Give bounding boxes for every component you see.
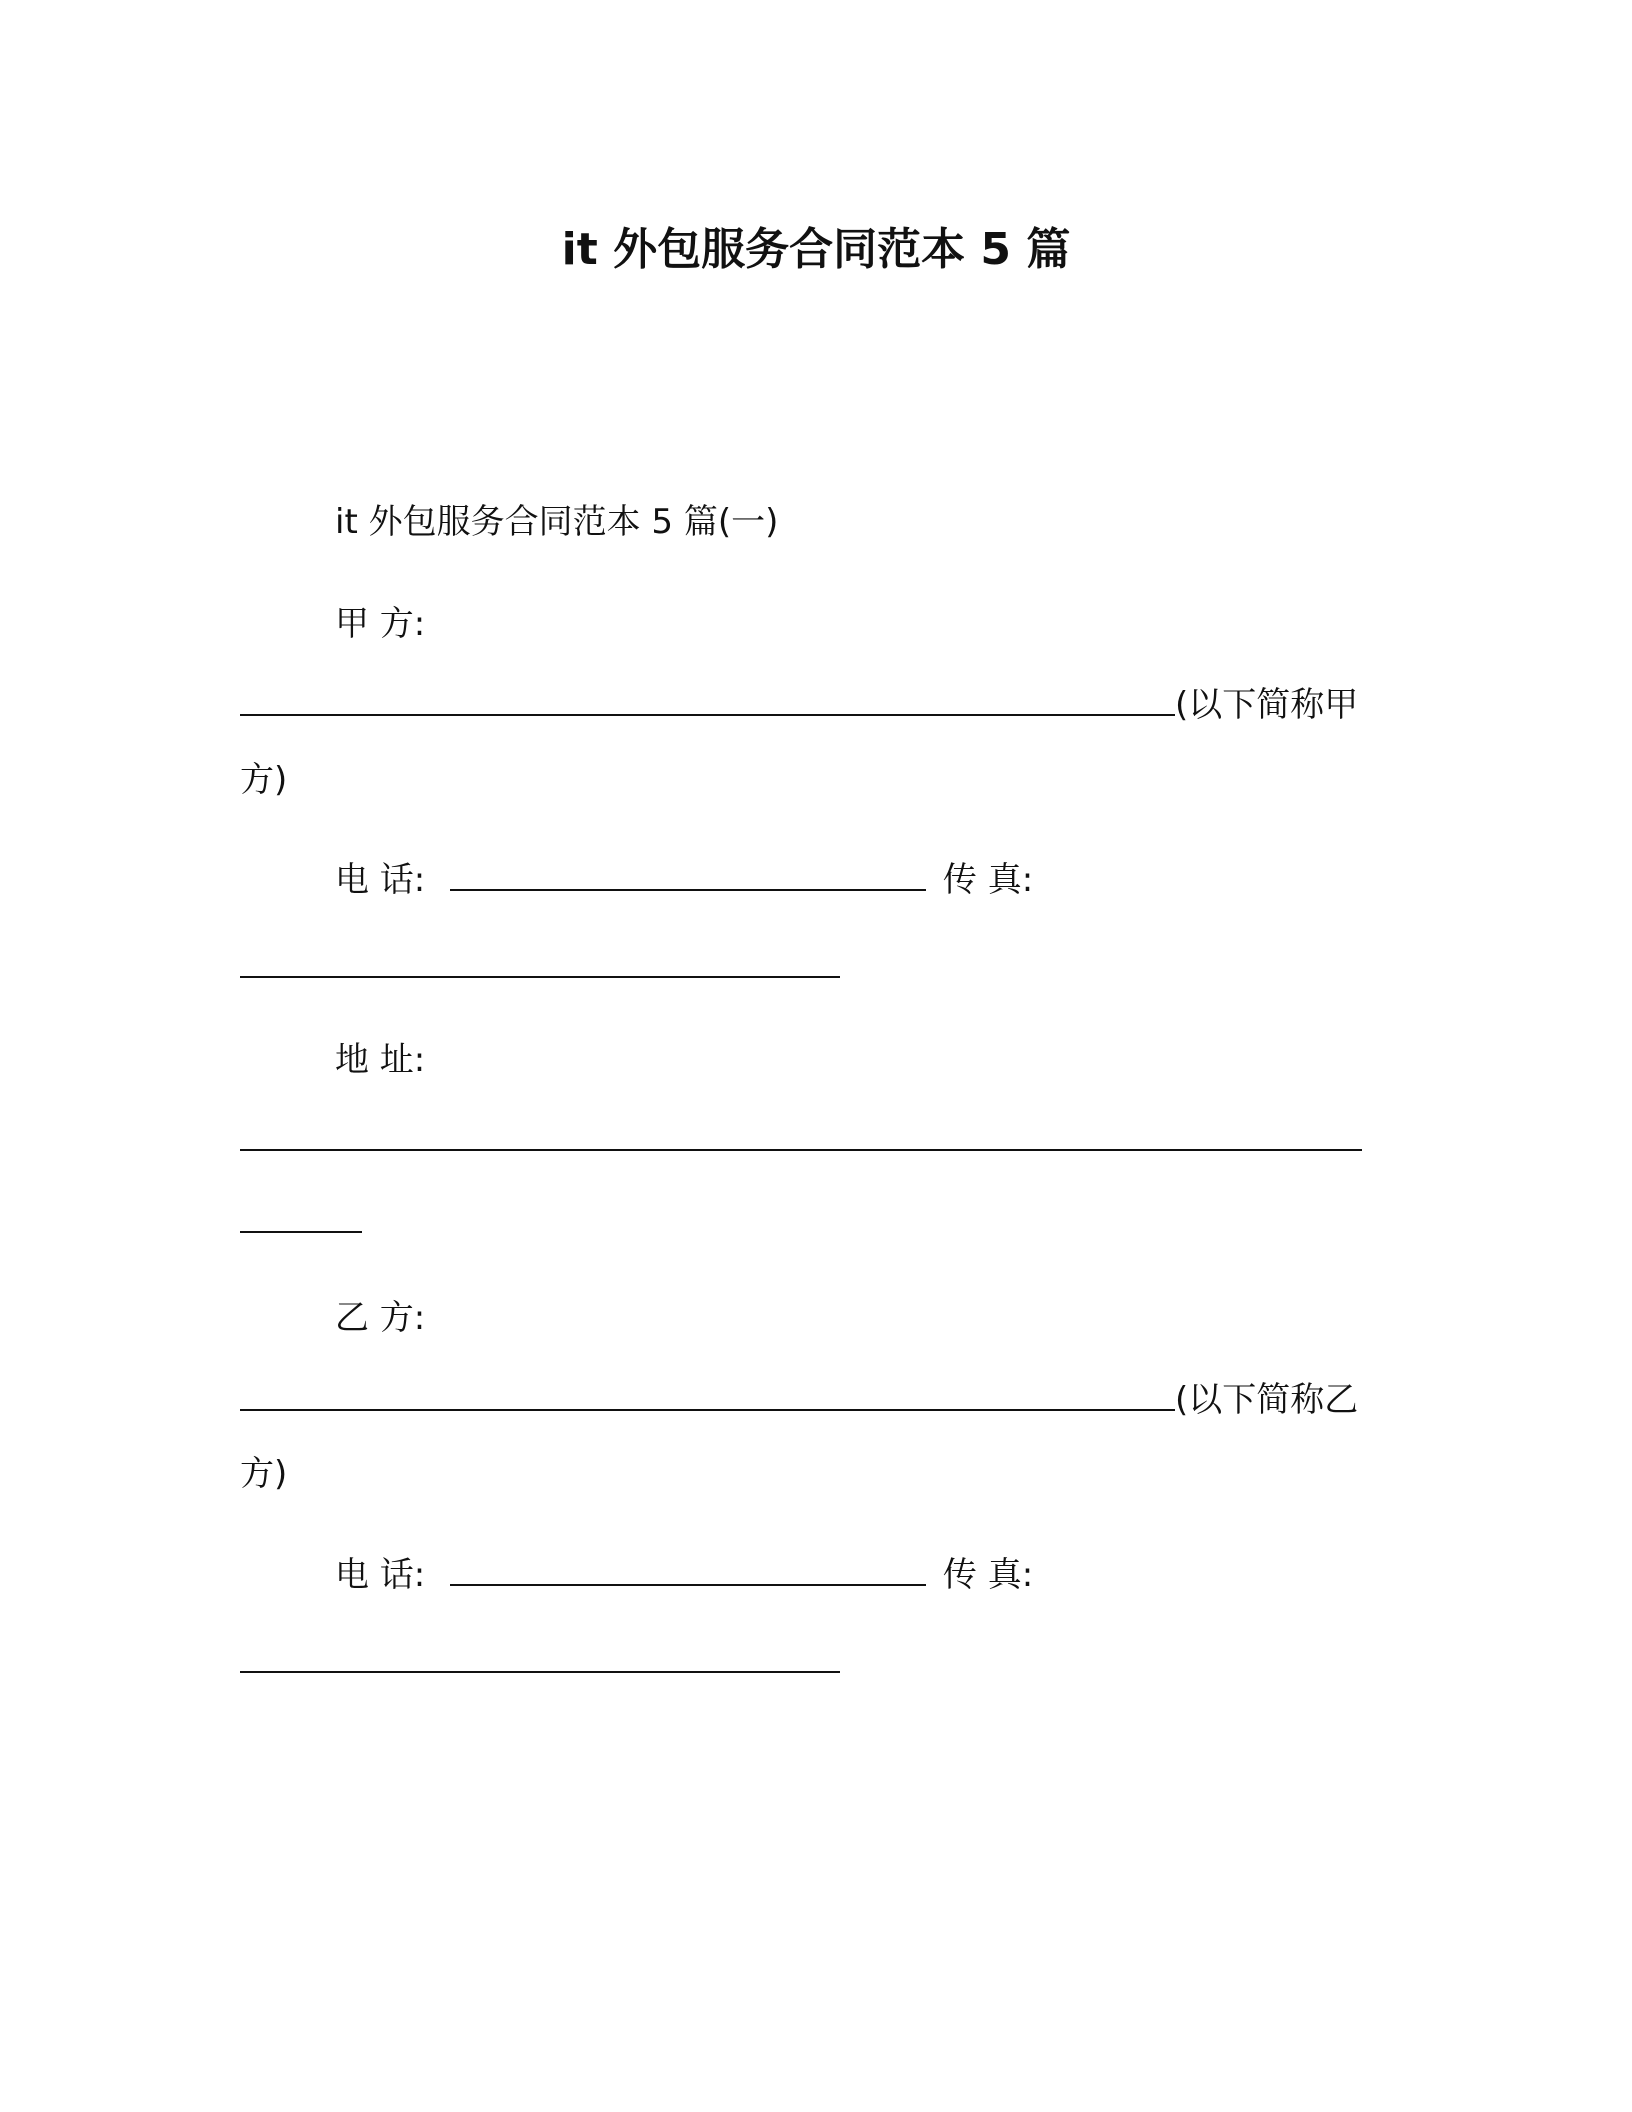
- address-row-1: [240, 1118, 1362, 1162]
- party-a-abbrev-text: (以下简称甲: [1175, 685, 1359, 725]
- address-blank-1[interactable]: [240, 1119, 1362, 1151]
- party-b-fax-label: 传 真:: [942, 1555, 1034, 1595]
- section-heading: it 外包服务合同范本 5 篇(一): [335, 502, 779, 542]
- party-b-label: 乙 方:: [335, 1298, 426, 1338]
- party-b-name-row: [240, 1378, 1358, 1422]
- party-a-fax-blank[interactable]: [240, 946, 840, 978]
- party-a-phone-label: 电 话:: [335, 860, 426, 900]
- address-blank-2[interactable]: [240, 1201, 362, 1233]
- party-a-phone-blank[interactable]: [450, 859, 926, 891]
- party-b-name-blank[interactable]: [240, 1379, 1175, 1411]
- party-b-fax-row: [240, 1640, 840, 1684]
- party-a-phone-row: [335, 858, 1033, 902]
- party-a-fax-label: 传 真:: [942, 860, 1034, 900]
- party-a-name-blank[interactable]: [240, 684, 1175, 716]
- party-b-phone-label: 电 话:: [335, 1555, 426, 1595]
- party-a-abbrev-end: 方): [240, 760, 288, 800]
- address-row-2: [240, 1200, 362, 1244]
- party-b-phone-blank[interactable]: [450, 1554, 926, 1586]
- party-b-abbrev-end: 方): [240, 1454, 288, 1494]
- document-title: it 外包服务合同范本 5 篇: [561, 224, 1071, 275]
- party-a-label: 甲 方:: [335, 604, 426, 644]
- party-a-fax-row: [240, 945, 840, 989]
- party-a-name-row: [240, 683, 1358, 727]
- address-label: 地 址:: [335, 1040, 426, 1080]
- party-b-fax-blank[interactable]: [240, 1641, 840, 1673]
- party-b-abbrev-text: (以下简称乙: [1175, 1380, 1359, 1420]
- party-b-phone-row: [335, 1553, 1033, 1597]
